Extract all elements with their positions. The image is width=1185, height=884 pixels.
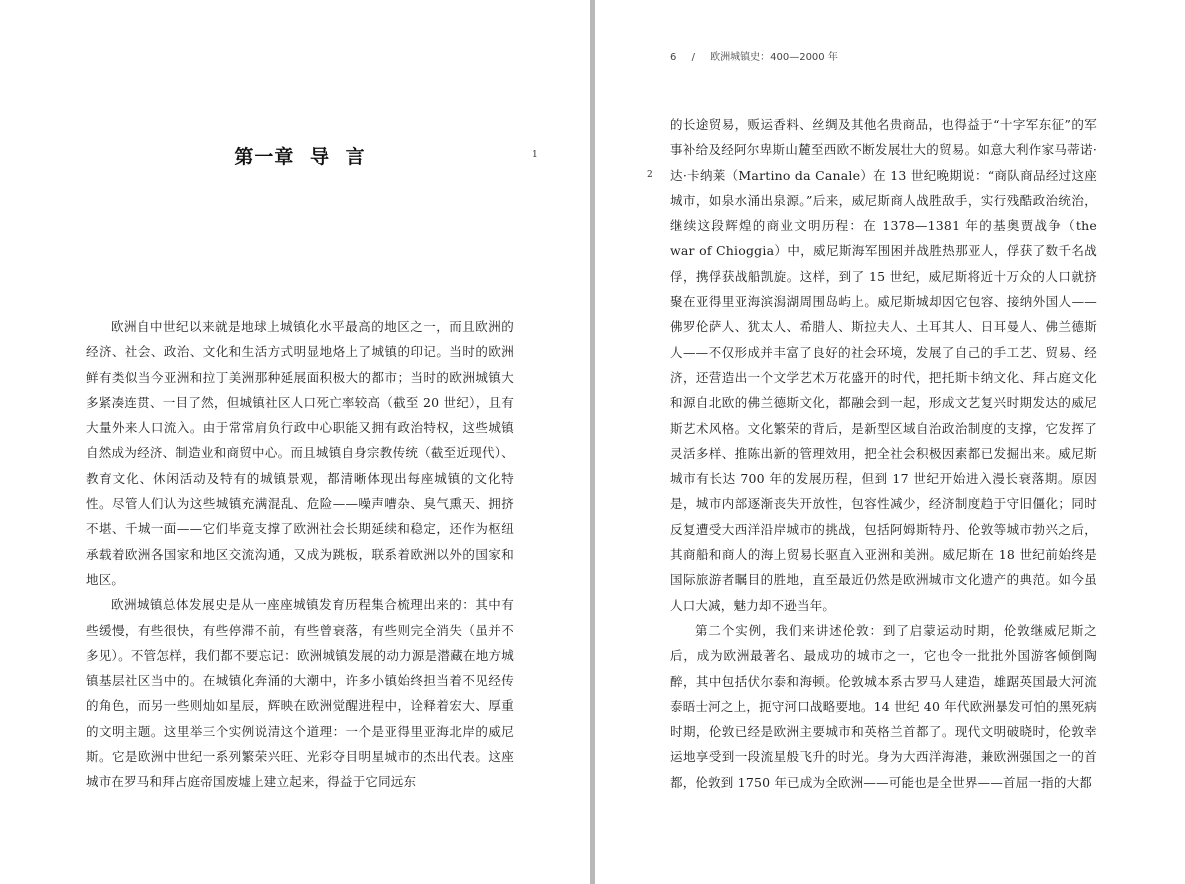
chapter-title: 第一章 导 言 [234, 146, 366, 168]
paragraph: 的长途贸易，贩运香料、丝绸及其他名贵商品，也得益于“十字军东征”的军事补给及经阿尔卑斯山麓至西欧不断发展壮大的贸易。如意大利作家马蒂诺·达·卡纳莱（Martino da Canale）在 13 世纪晚期说：“商队商品经过这座城市，如泉水涌出泉源。”后来，威尼斯商人战胜敌手，实行残酷政治统治，继续这段辉煌的商业文明历程：在 1378—1381 年的基奥贾战争（the war of Chioggia）中，威尼斯海军围困并战胜热那亚人，俘获了数千名战俘，携俘获战船凯旋。这样，到了 15 世纪，威尼斯将近十万众的人口就挤聚在亚得里亚海滨潟湖周围岛屿上。威尼斯城却因它包容、接纳外国人——佛罗伦萨人、犹太人、希腊人、斯拉夫人、土耳其人、日耳曼人、佛兰德斯人——不仅形成并丰富了良好的社会环境，发展了自己的手工艺、贸易、经济，还营造出一个文学艺术万花盛开的时代，把托斯卡纳文化、拜占庭文化和源自北欧的佛兰德斯文化，都融会到一起，形成文艺复兴时期发达的威尼斯艺术风格。文化繁荣的背后，是新型区域自治政治制度的支撑，它发挥了灵活多样、推陈出新的管理效用，把全社会积极因素都已发掘出来。威尼斯城市有长达 700 年的发展历程，但到 17 世纪开始进入漫长衰落期。原因是，城市内部逐渐丧失开放性，包容性减少，经济制度趋于守旧僵化；同时反复遭受大西洋沿岸城市的挑战，包括阿姆斯特丹、伦敦等城市勃兴之后，其商船和商人的海上贸易长驱直入亚洲和美洲。威尼斯在 18 世纪前始终是国际旅游者瞩目的胜地，直至最近仍然是欧洲城市文化遗产的典范。如今虽人口大减，魅力却不逊当年。 [670, 117, 1097, 613]
margin-number: 1 [532, 150, 538, 160]
running-head-title: 欧洲城镇史：400—2000 年 [710, 52, 838, 63]
page-number: 6 [670, 52, 677, 63]
paragraph: 第二个实例，我们来讲述伦敦：到了启蒙运动时期，伦敦继威尼斯之后，成为欧洲最著名、最成功的城市之一，它也令一批批外国游客倾倒陶醉，其中包括伏尔泰和海顿。伦敦城本系古罗马人建造，雄踞英国最大河流泰晤士河之上，扼守河口战略要地。14 世纪 40 年代欧洲暴发可怕的黑死病时期，伦敦已经是欧洲主要城市和英格兰首都了。现代文明破晓时，伦敦幸运地享受到一段流星般飞升的时光。身为大西洋海港，兼欧洲强国之一的首都，伦敦到 1750 年已成为全欧洲——可能也是全世界——首屈一指的大都 [670, 622, 1097, 790]
paragraph: 欧洲自中世纪以来就是地球上城镇化水平最高的地区之一，而且欧洲的经济、社会、政治、文化和生活方式明显地烙上了城镇的印记。当时的欧洲鲜有类似当今亚洲和拉丁美洲那种延展面积极大的都市；当时的欧洲城镇大多紧凑连贯、一目了然，但城镇社区人口死亡率较高（截至 20 世纪），且有大量外来人口流入。由于常常肩负行政中心职能又拥有政治特权，这些城镇自然成为经济、制造业和商贸中心。而且城镇自身宗教传统（截至近现代）、教育文化、休闲活动及特有的城镇景观，都清晰体现出每座城镇的文化特性。尽管人们认为这些城镇充满混乱、危险——噪声嘈杂、臭气熏天、拥挤不堪、千城一面——它们毕竟支撑了欧洲社会长期延续和稳定，还作为枢纽承载着欧洲各国家和地区交流沟通，又成为跳板，联系着欧洲以外的国家和地区。 [86, 319, 514, 587]
running-header [670, 48, 850, 63]
right-body-text [670, 112, 1097, 795]
paragraph: 欧洲城镇总体发展史是从一座座城镇发育历程集合梳理出来的：其中有些缓慢，有些很快，有些停滞不前，有些曾衰落，有些则完全消失（虽并不多见）。不管怎样，我们都不要忘记：欧洲城镇发展的动力源是潜藏在地方城镇基层社区当中的。在城镇化奔涌的大潮中，许多小镇始终担当着不见经传的角色，而另一些则灿如星辰，辉映在欧洲觉醒进程中，诠释着宏大、厚重的文明主题。这里举三个实例说清这个道理：一个是亚得里亚海北岸的威尼斯。它是欧洲中世纪一系列繁荣兴旺、光彩夺目明星城市的杰出代表。这座城市在罗马和拜占庭帝国废墟上建立起来，得益于它同远东 [86, 597, 514, 790]
header-separator: / [691, 52, 695, 63]
right-page [595, 0, 1185, 884]
margin-number: 2 [647, 170, 653, 180]
left-body-text [86, 314, 514, 795]
left-page [0, 0, 590, 884]
